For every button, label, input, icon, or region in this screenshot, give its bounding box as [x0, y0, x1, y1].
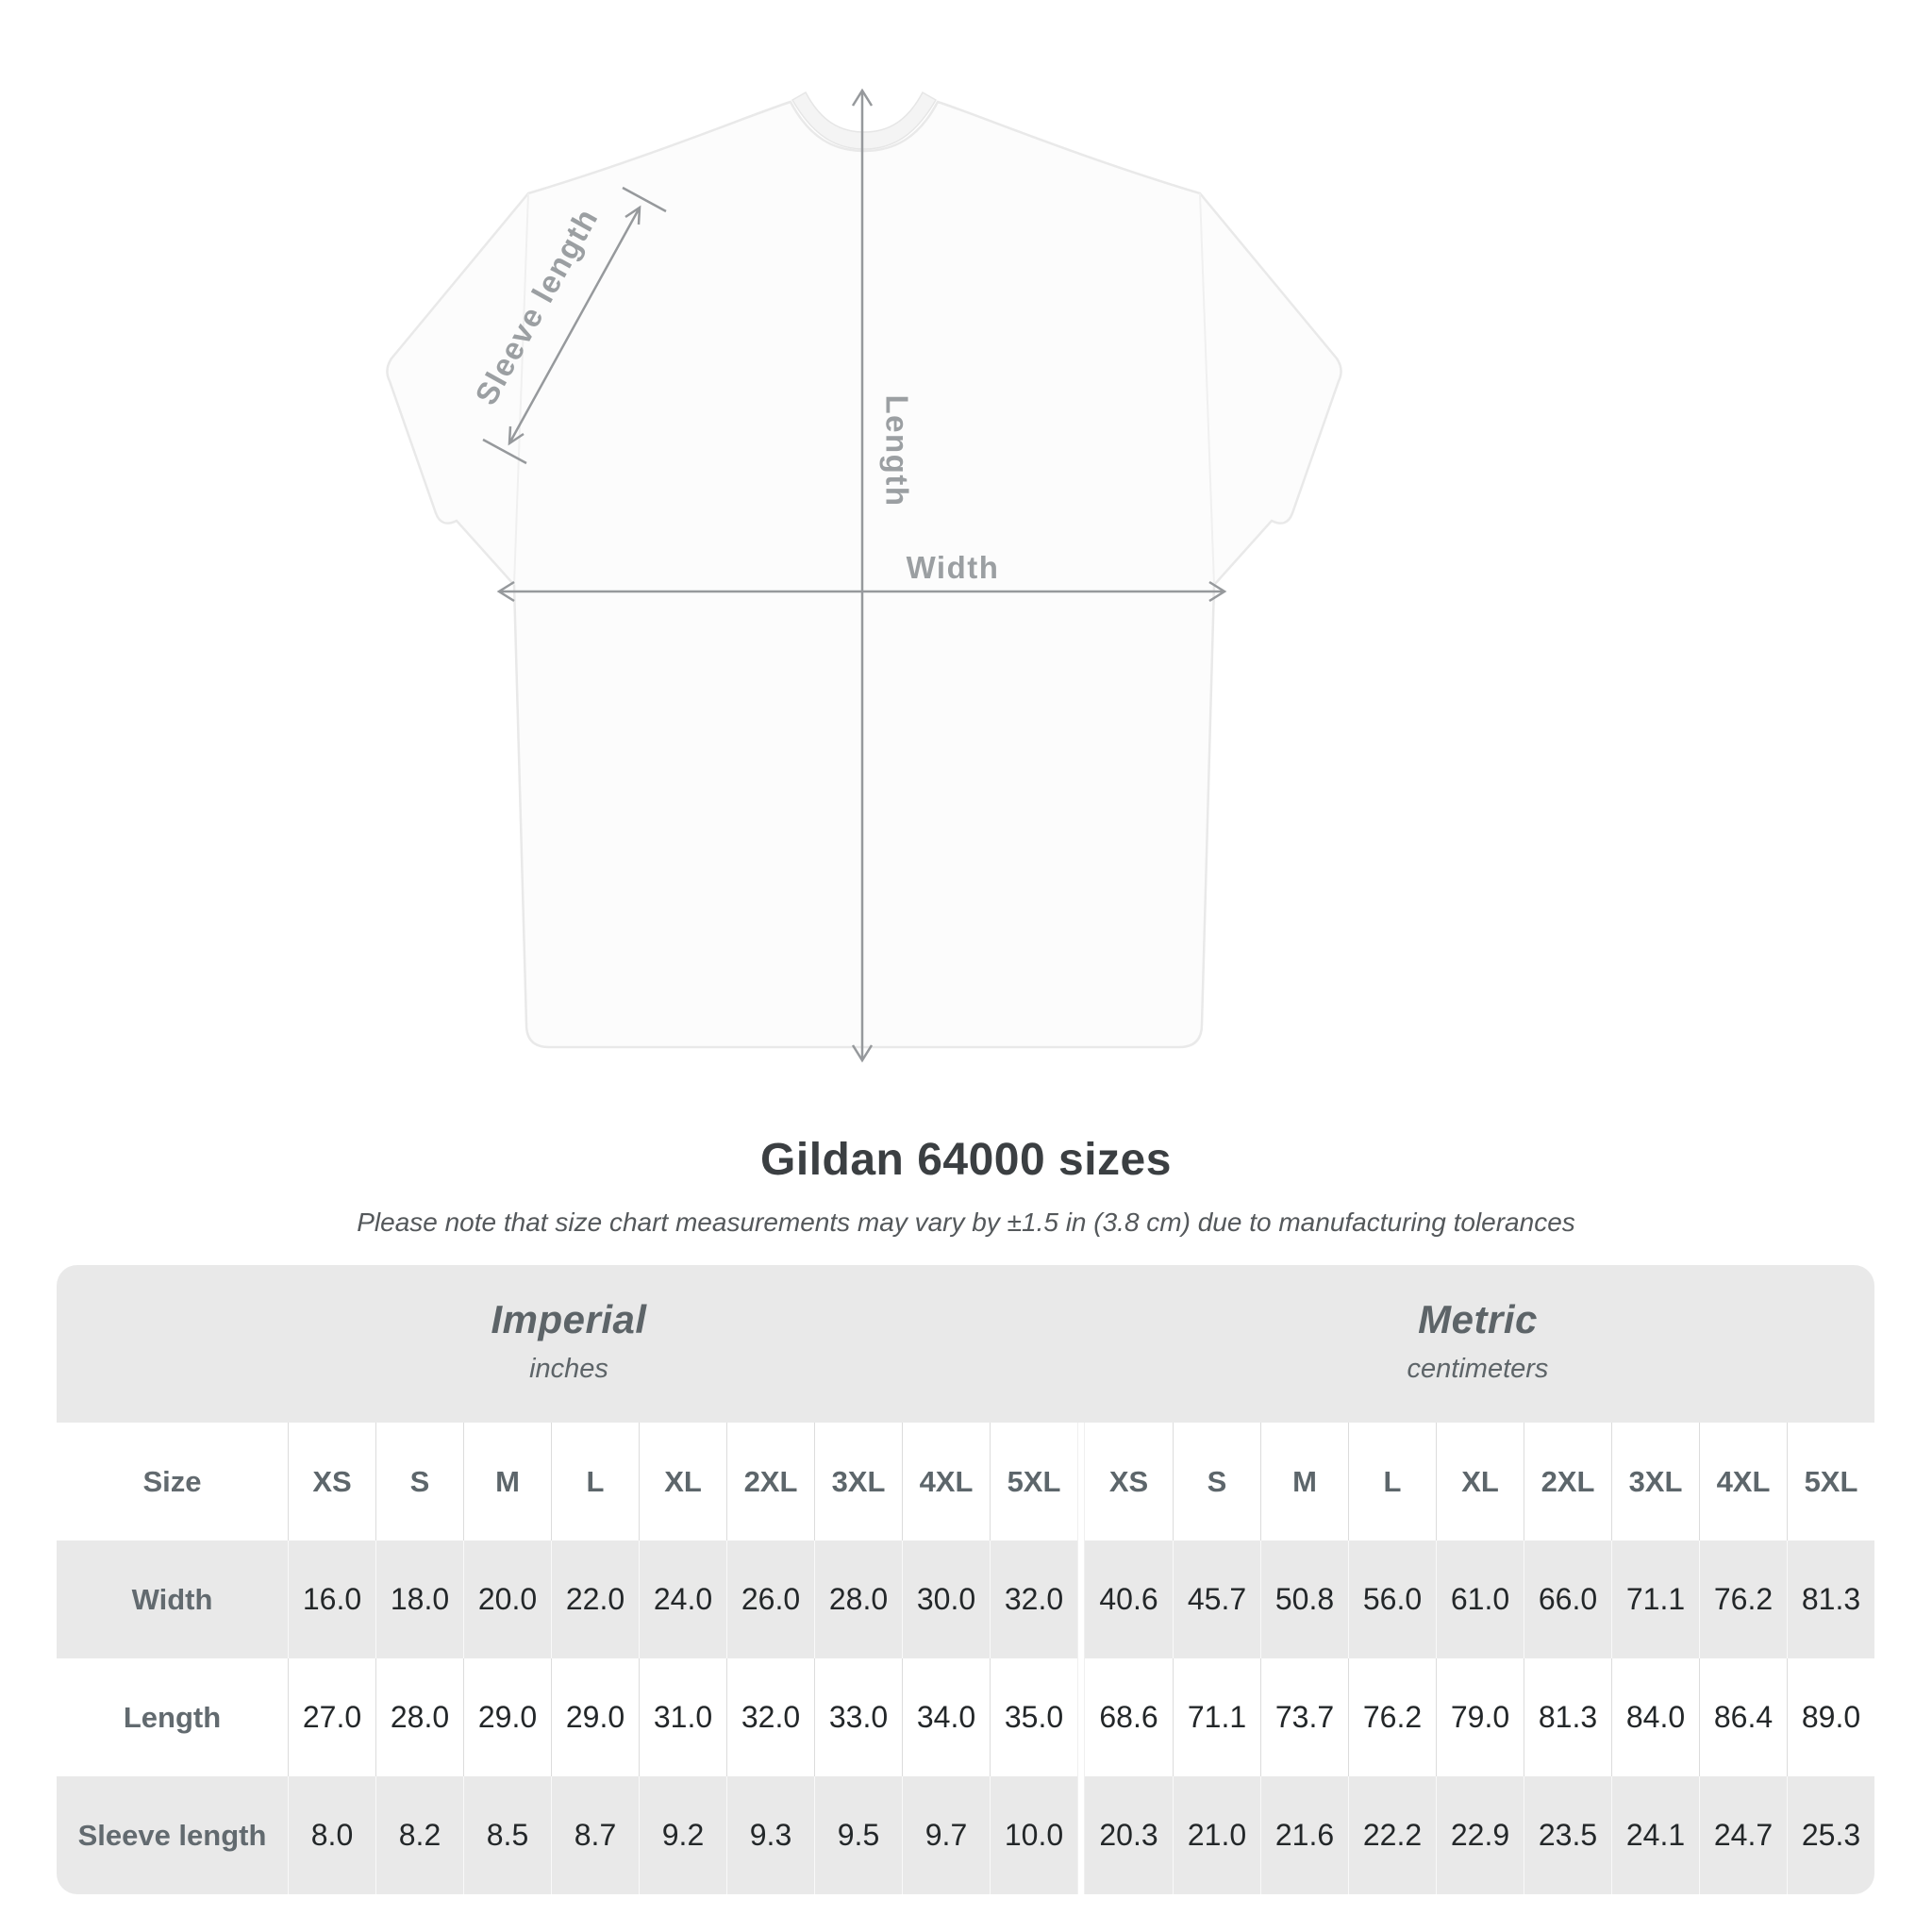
- size-header-metric-L: L: [1348, 1423, 1436, 1541]
- row-label: Sleeve length: [77, 1818, 267, 1852]
- size-header-metric-XL: XL: [1436, 1423, 1524, 1541]
- size-table: [57, 1265, 1874, 1894]
- size-header-imperial-XL: XL: [639, 1423, 726, 1541]
- group-separator: [1077, 1541, 1085, 1658]
- size-header-metric-XS: XS: [1108, 1464, 1149, 1498]
- value-metric-2XL: 81.3: [1524, 1658, 1611, 1776]
- value-imperial-M: 8.5: [463, 1776, 551, 1894]
- row-label: Width: [131, 1582, 213, 1616]
- table-row: [57, 1776, 1874, 1894]
- value-metric-4XL: 24.7: [1699, 1776, 1787, 1894]
- value-imperial-4XL: 30.0: [902, 1541, 990, 1658]
- value-imperial-M: 20.0: [463, 1541, 551, 1658]
- width-label: Width: [906, 550, 1000, 585]
- size-header-imperial-5XL: 5XL: [990, 1423, 1077, 1541]
- table-rows: [57, 1423, 1874, 1894]
- value-imperial-2XL: 32.0: [726, 1658, 814, 1776]
- value-metric-3XL: 84.0: [1611, 1658, 1699, 1776]
- value-imperial-S: 28.0: [375, 1658, 463, 1776]
- value-imperial-3XL: 33.0: [814, 1658, 902, 1776]
- value-metric-XL: 61.0: [1436, 1541, 1524, 1658]
- value-imperial-3XL: 9.5: [814, 1776, 902, 1894]
- value-imperial-5XL: 32.0: [990, 1541, 1077, 1658]
- value-imperial-S: 18.0: [375, 1541, 463, 1658]
- value-metric-2XL: 23.5: [1524, 1776, 1611, 1894]
- size-header-metric-3XL: 3XL: [1611, 1423, 1699, 1541]
- value-metric-2XL: 66.0: [1524, 1541, 1611, 1658]
- size-header-imperial-3XL: 3XL: [814, 1423, 902, 1541]
- value-imperial-XL: 31.0: [639, 1658, 726, 1776]
- value-imperial-L: 8.7: [551, 1776, 639, 1894]
- size-header-metric-2XL: 2XL: [1524, 1423, 1611, 1541]
- value-metric-L: 76.2: [1348, 1658, 1436, 1776]
- value-metric-5XL: 25.3: [1787, 1776, 1874, 1894]
- value-metric-5XL: 89.0: [1787, 1658, 1874, 1776]
- value-metric-3XL: 24.1: [1611, 1776, 1699, 1894]
- value-metric-L: 22.2: [1348, 1776, 1436, 1894]
- imperial-group-unit: inches: [529, 1354, 608, 1384]
- value-imperial-S: 8.2: [375, 1776, 463, 1894]
- value-imperial-4XL: 9.7: [902, 1776, 990, 1894]
- value-metric-4XL: 86.4: [1699, 1658, 1787, 1776]
- imperial-group-title: Imperial: [491, 1297, 647, 1341]
- size-header-metric-M: M: [1260, 1423, 1348, 1541]
- group-separator: [1077, 1658, 1085, 1776]
- page-title: Gildan 64000 sizes: [760, 1135, 1172, 1185]
- size-header-imperial-S: S: [375, 1423, 463, 1541]
- value-imperial-4XL: 34.0: [902, 1658, 990, 1776]
- size-header-metric-S: S: [1173, 1423, 1260, 1541]
- table-row: [57, 1541, 1874, 1658]
- metric-group-title: Metric: [1418, 1297, 1538, 1341]
- value-imperial-2XL: 9.3: [726, 1776, 814, 1894]
- value-imperial-M: 29.0: [463, 1658, 551, 1776]
- size-header-imperial-M: M: [463, 1423, 551, 1541]
- size-header-imperial-2XL: 2XL: [726, 1423, 814, 1541]
- length-label: Length: [879, 394, 915, 508]
- value-metric-XS: 68.6: [1099, 1700, 1158, 1734]
- row-label: Length: [123, 1700, 222, 1734]
- value-imperial-XS: 8.0: [288, 1776, 375, 1894]
- imperial-group-header: [57, 1265, 1081, 1423]
- value-imperial-L: 22.0: [551, 1541, 639, 1658]
- metric-group-header: [1081, 1265, 1874, 1423]
- value-imperial-5XL: 35.0: [990, 1658, 1077, 1776]
- group-separator: [1077, 1776, 1085, 1894]
- metric-group-unit: centimeters: [1407, 1354, 1549, 1384]
- unit-group-band: [57, 1265, 1874, 1423]
- size-header-imperial-XS: XS: [288, 1423, 375, 1541]
- table-row: [57, 1658, 1874, 1776]
- value-metric-L: 56.0: [1348, 1541, 1436, 1658]
- value-metric-S: 21.0: [1173, 1776, 1260, 1894]
- value-metric-S: 71.1: [1173, 1658, 1260, 1776]
- value-metric-XS: 20.3: [1099, 1818, 1158, 1852]
- value-metric-M: 73.7: [1260, 1658, 1348, 1776]
- value-metric-M: 50.8: [1260, 1541, 1348, 1658]
- value-metric-5XL: 81.3: [1787, 1541, 1874, 1658]
- size-column-header: Size: [142, 1464, 202, 1498]
- value-imperial-3XL: 28.0: [814, 1541, 902, 1658]
- value-imperial-XS: 16.0: [288, 1541, 375, 1658]
- size-header-imperial-4XL: 4XL: [902, 1423, 990, 1541]
- value-metric-M: 21.6: [1260, 1776, 1348, 1894]
- tolerance-note: Please note that size chart measurements may vary by ±1.5 in (3.8 cm) due to manufacturing tolerances: [357, 1208, 1575, 1237]
- value-metric-4XL: 76.2: [1699, 1541, 1787, 1658]
- size-header-imperial-L: L: [551, 1423, 639, 1541]
- value-metric-XL: 79.0: [1436, 1658, 1524, 1776]
- value-imperial-XL: 9.2: [639, 1776, 726, 1894]
- size-header-row: [57, 1423, 1874, 1541]
- group-separator: [1077, 1423, 1085, 1541]
- value-imperial-2XL: 26.0: [726, 1541, 814, 1658]
- size-header-metric-5XL: 5XL: [1787, 1423, 1874, 1541]
- value-imperial-L: 29.0: [551, 1658, 639, 1776]
- value-metric-3XL: 71.1: [1611, 1541, 1699, 1658]
- value-imperial-XS: 27.0: [288, 1658, 375, 1776]
- value-metric-S: 45.7: [1173, 1541, 1260, 1658]
- size-header-metric-4XL: 4XL: [1699, 1423, 1787, 1541]
- sleeve-length-label: Sleeve length: [468, 202, 606, 411]
- value-imperial-5XL: 10.0: [990, 1776, 1077, 1894]
- value-metric-XL: 22.9: [1436, 1776, 1524, 1894]
- tshirt-silhouette: [387, 92, 1341, 1047]
- value-metric-XS: 40.6: [1099, 1582, 1158, 1616]
- value-imperial-XL: 24.0: [639, 1541, 726, 1658]
